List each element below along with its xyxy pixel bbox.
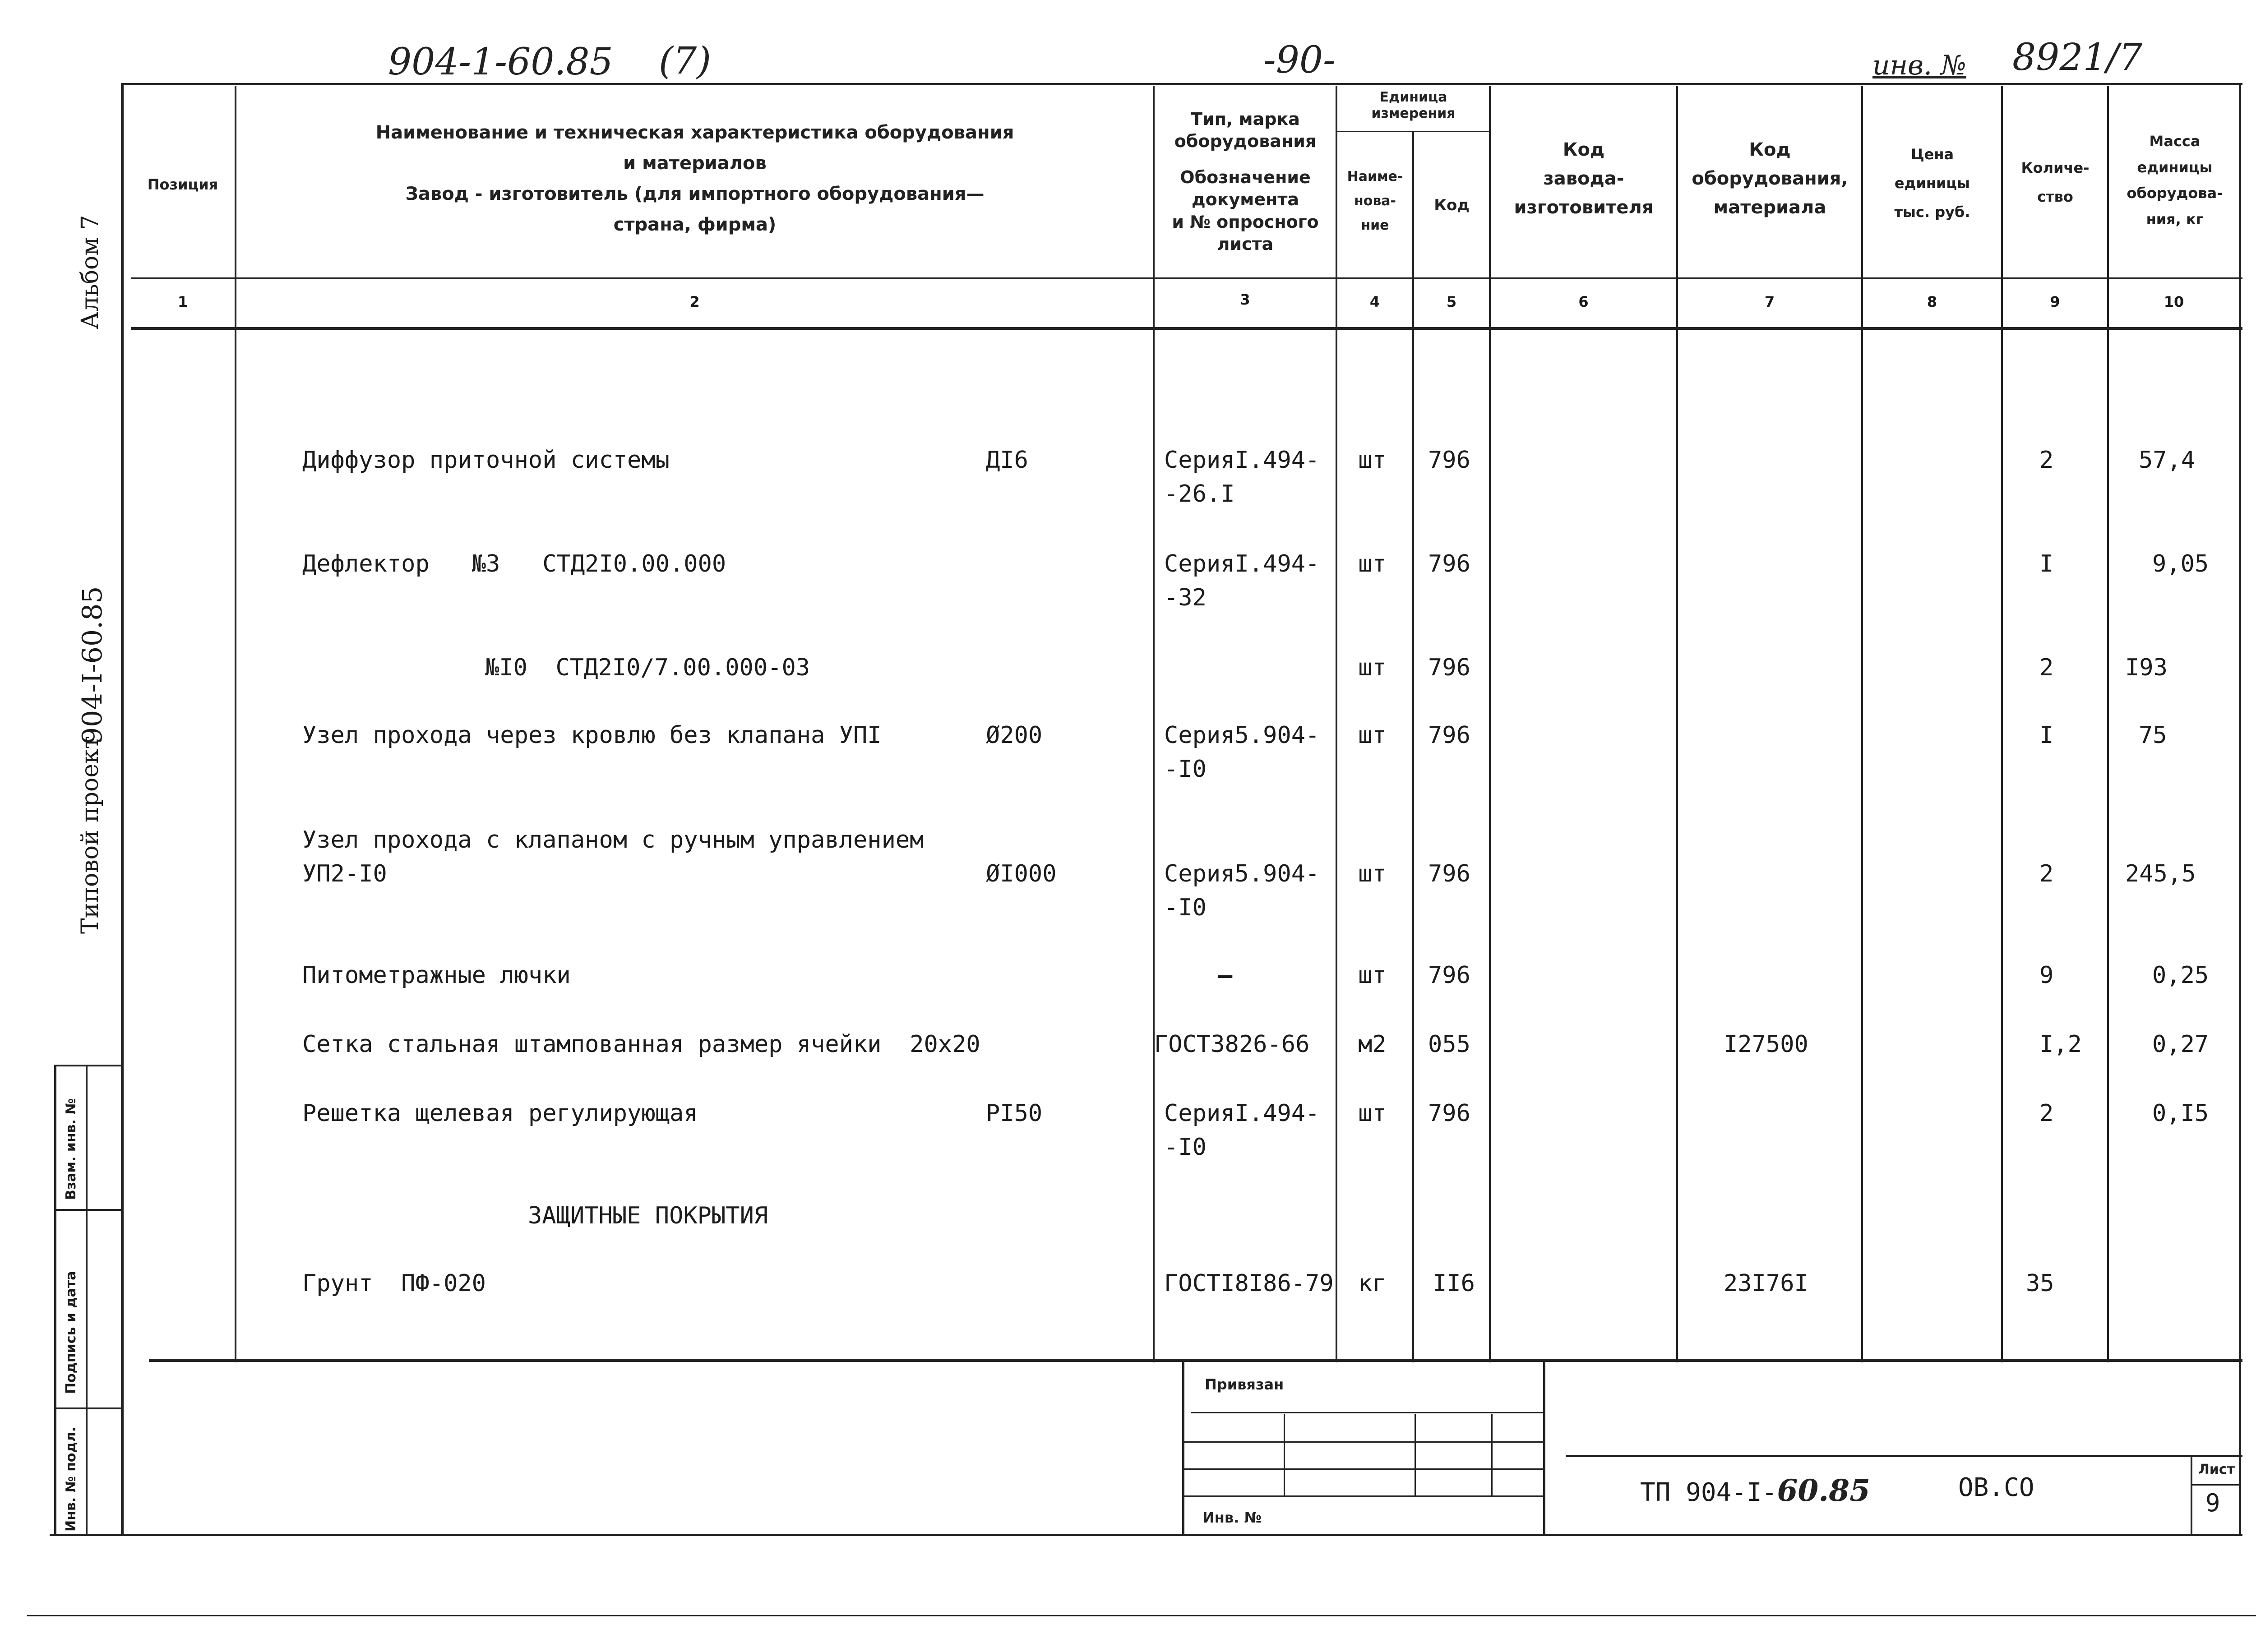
row-code: 796 [1428, 447, 1470, 474]
frame-left [121, 83, 124, 1536]
row-name: Диффузор приточной системы [302, 447, 670, 474]
project-label: Типовой проект [77, 736, 104, 934]
header-quantity [2003, 153, 2107, 211]
header-mass [2109, 129, 2240, 232]
row-doc: СерияI.494- [1164, 1100, 1320, 1127]
row-name: №I0 СТД2I0/7.00.000-03 [485, 654, 810, 681]
row-name: Питометражные лючки [302, 962, 571, 989]
row-doc: ГОСТI8I86-79 [1164, 1270, 1334, 1297]
row-qty: I [2039, 722, 2054, 749]
header-factory-code-line2: завода- [1543, 168, 1624, 189]
doc-mark: ОВ.СО [1958, 1473, 2034, 1502]
privyazan-label: Привязан [1205, 1376, 1284, 1393]
header-position: Позиция [147, 176, 218, 193]
stamp-line-b [86, 1065, 88, 1536]
header-factory-code-line1: Код [1563, 139, 1605, 160]
row-mass: I93 [2125, 654, 2168, 681]
row-doc-cont: -32 [1164, 584, 1207, 611]
stamp-vzam: Взам. инв. № [63, 1098, 79, 1200]
row-code: 796 [1428, 722, 1470, 749]
frame-bottom [50, 1534, 2242, 1536]
col-number: 10 [2164, 293, 2184, 310]
row-name: Решетка щелевая регулирующая [302, 1100, 698, 1127]
row-mass: 0,I5 [2152, 1100, 2209, 1127]
header-type-line5: и № опросного [1172, 212, 1319, 232]
tp-code-printed: ТП 904-I- [1640, 1478, 1777, 1507]
sheet-box-mid [2191, 1484, 2240, 1486]
header-price-line2: единицы [1894, 175, 1970, 192]
project-code: 904-I-60.85 [77, 586, 108, 744]
header-unit-name-line2: нова- [1354, 193, 1396, 209]
header-type [1155, 108, 1336, 255]
row-unit: шт [1358, 860, 1387, 887]
inv-value: 8921/7 [2012, 36, 2143, 79]
row-mass: 75 [2139, 722, 2167, 749]
row-code: 796 [1428, 550, 1470, 577]
header-unit-group [1338, 89, 1489, 122]
inv-label: инв. № [1872, 50, 1967, 81]
col-number: 5 [1446, 293, 1457, 310]
col-number: 6 [1578, 293, 1589, 310]
stamp-inv: Инв. № подл. [63, 1426, 79, 1532]
section-heading: ЗАЩИТНЫЕ ПОКРЫТИЯ [528, 1202, 768, 1229]
header-material-code-line2: оборудования, [1692, 168, 1848, 189]
privyazan-grid-2 [1415, 1414, 1416, 1495]
privyazan-row4 [1182, 1495, 1543, 1497]
row-name: Узел прохода с клапаном с ручным управлением [302, 826, 924, 854]
header-name [244, 117, 1146, 240]
row-mark: ДI6 [986, 447, 1028, 474]
sheet-number: 9 [2205, 1489, 2220, 1517]
row-qty: I [2039, 550, 2054, 577]
row-qty: 9 [2039, 962, 2054, 989]
row-code: II6 [1433, 1270, 1475, 1297]
row-unit: шт [1358, 447, 1387, 474]
header-name-line1: Наименование и техническая характеристика оборудования [375, 122, 1014, 143]
header-material-code-line1: Код [1749, 139, 1791, 160]
row-doc: СерияI.494- [1164, 447, 1320, 474]
row-unit: шт [1358, 550, 1387, 577]
header-quantity-line1: Количе- [2021, 159, 2090, 176]
stamp-line-a [54, 1065, 56, 1536]
row-doc: ГОСТ3826-66 [1154, 1031, 1310, 1058]
row-qty: 2 [2039, 447, 2054, 474]
header-material-code [1678, 135, 1861, 222]
footer-top-line [149, 1359, 2242, 1362]
row-mark: РI50 [986, 1100, 1043, 1127]
row-mark: Ø200 [986, 722, 1043, 749]
privyazan-grid-3 [1491, 1414, 1493, 1495]
row-doc-cont: -I0 [1164, 756, 1207, 783]
stamp-sep-3 [54, 1407, 122, 1409]
unit-group-line [1336, 131, 1489, 132]
row-name-cont: УП2-I0 [302, 860, 387, 887]
header-unit-name-line1: Наиме- [1347, 169, 1403, 185]
header-unit-line1: Единица [1379, 89, 1447, 105]
row-mass: 245,5 [2125, 860, 2196, 887]
row-qty: I,2 [2039, 1031, 2082, 1058]
row-doc-cont: -I0 [1164, 894, 1207, 921]
row-mass: 57,4 [2139, 447, 2196, 474]
row-unit: шт [1358, 654, 1387, 681]
row-code: 055 [1428, 1031, 1470, 1058]
col-number: 2 [689, 293, 700, 310]
col-number: 7 [1764, 293, 1775, 310]
row-unit: кг [1358, 1270, 1387, 1297]
row-name: Дефлектор №3 СТД2I0.00.000 [302, 550, 726, 577]
col-number: 1 [177, 293, 188, 310]
row-code: 796 [1428, 962, 1470, 989]
col-number: 4 [1369, 293, 1380, 310]
sheet-label: Лист [2198, 1462, 2235, 1477]
row-name: Сетка стальная штампованная размер ячейки 20х20 [302, 1031, 980, 1058]
privyazan-row3 [1182, 1468, 1543, 1470]
row-doc: Серия5.904- [1164, 722, 1320, 749]
inv-no-label: Инв. № [1202, 1509, 1262, 1526]
row-doc: – [1218, 962, 1233, 989]
privyazan-right [1543, 1359, 1545, 1535]
row-doc-cont: -I0 [1164, 1134, 1207, 1161]
row-mass: 9,05 [2152, 550, 2209, 577]
col-number: 3 [1240, 291, 1250, 308]
row-mass: 0,27 [2152, 1031, 2209, 1058]
doc-number: 904-1-60.85 [388, 41, 613, 83]
row-doc-cont: -26.I [1164, 480, 1235, 508]
row-code: 796 [1428, 860, 1470, 887]
row-qty: 2 [2039, 1100, 2054, 1127]
row-material-code: 23I76I [1724, 1270, 1808, 1297]
header-quantity-line2: ство [2037, 188, 2073, 205]
header-material-code-line3: материала [1713, 197, 1826, 218]
stamp-sep-2 [54, 1209, 122, 1211]
header-price-line1: Цена [1910, 146, 1954, 163]
header-factory-code-line3: изготовителя [1514, 197, 1654, 218]
header-mass-line3: оборудова- [2127, 185, 2223, 202]
header-name-line3: Завод - изготовитель (для импортного оборудования— [405, 184, 985, 204]
header-bottom-line [131, 277, 2242, 279]
header-name-line4: страна, фирма) [613, 214, 777, 235]
page-number: -90- [1263, 39, 1336, 82]
header-unit-name-line3: ние [1361, 217, 1389, 233]
row-mass: 0,25 [2152, 962, 2209, 989]
frame-right [2239, 83, 2241, 1536]
row-code: 796 [1428, 1100, 1470, 1127]
tp-code [1640, 1473, 1870, 1508]
titleblock-line [1566, 1455, 2242, 1457]
header-mass-line4: ния, кг [2146, 210, 2204, 228]
row-name: Грунт ПФ-020 [302, 1270, 486, 1297]
row-unit: м2 [1358, 1031, 1387, 1058]
header-price-line3: тыс. руб. [1894, 203, 1970, 221]
header-mass-line1: Масса [2149, 133, 2201, 150]
doc-part: (7) [659, 40, 712, 83]
number-row-bottom-line [131, 327, 2242, 330]
row-code: 796 [1428, 654, 1470, 681]
header-name-line2: и материалов [623, 153, 767, 174]
row-qty: 35 [2026, 1270, 2054, 1297]
header-unit-name [1338, 165, 1412, 238]
row-doc: Серия5.904- [1164, 860, 1320, 887]
stamp-sign: Подпись и дата [63, 1271, 79, 1394]
header-price [1863, 140, 2001, 226]
privyazan-grid-1 [1284, 1414, 1285, 1495]
header-type-line2: оборудования [1174, 131, 1317, 152]
row-doc: СерияI.494- [1164, 550, 1320, 577]
header-type-line6: листа [1217, 234, 1274, 254]
row-material-code: I27500 [1724, 1031, 1808, 1058]
col-sep-4 [1412, 131, 1414, 1362]
header-unit-code: Код [1434, 196, 1470, 214]
row-unit: шт [1358, 722, 1387, 749]
header-factory-code [1491, 135, 1676, 222]
outer-bottom-line [27, 1615, 2256, 1616]
row-mark: ØI000 [986, 860, 1057, 887]
row-qty: 2 [2039, 860, 2054, 887]
tp-code-handwritten: 60.85 [1777, 1473, 1871, 1508]
header-type-line1: Тип, марка [1191, 109, 1300, 129]
row-unit: шт [1358, 1100, 1387, 1127]
album-label: Альбом 7 [77, 215, 104, 329]
privyazan-left [1182, 1359, 1184, 1535]
row-unit: шт [1358, 962, 1387, 989]
col-number: 9 [2050, 293, 2060, 310]
privyazan-row1 [1191, 1412, 1543, 1413]
stamp-sep-1 [54, 1065, 122, 1066]
row-name: Узел прохода через кровлю без клапана УПI [302, 722, 882, 749]
col-number: 8 [1927, 293, 1937, 310]
header-unit-line2: измерения [1371, 106, 1456, 121]
header-mass-line2: единицы [2137, 158, 2213, 176]
header-type-line3: Обозначение [1180, 167, 1311, 187]
sheet-box-left [2191, 1455, 2192, 1534]
row-qty: 2 [2039, 654, 2054, 681]
header-type-line4: документа [1191, 189, 1299, 210]
privyazan-row2 [1182, 1441, 1543, 1443]
